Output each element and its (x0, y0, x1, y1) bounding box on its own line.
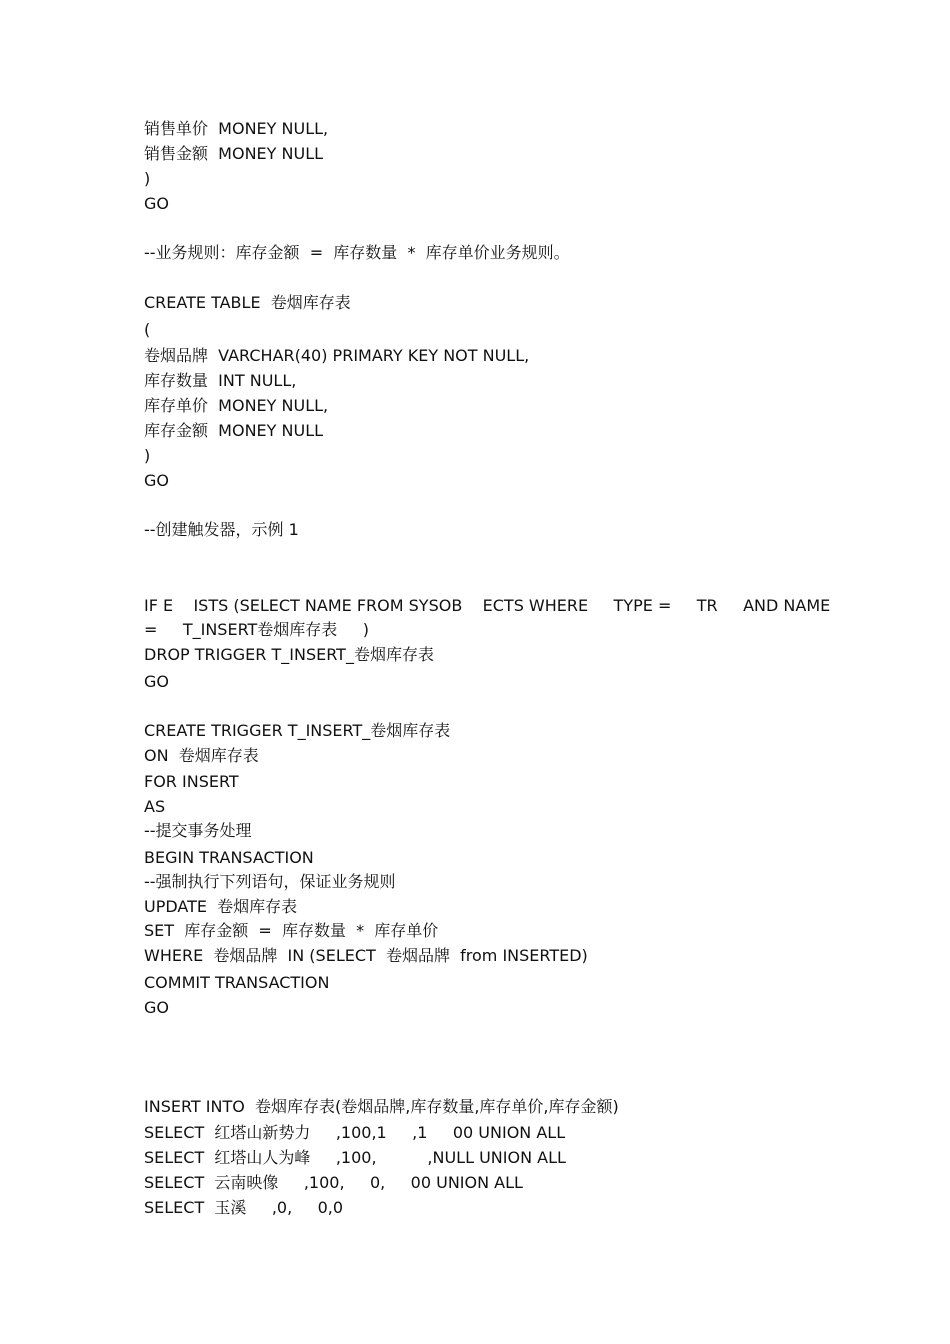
comment-line: --强制执行下列语句，保证业务规则 (144, 872, 396, 891)
code-line: 库存金额 MONEY NULL (144, 421, 324, 440)
code-line: CREATE TABLE 卷烟库存表 (144, 293, 351, 312)
code-line: SELECT 玉溪 ,0, 0,0 (144, 1198, 344, 1217)
code-line: DROP TRIGGER T_INSERT_卷烟库存表 (144, 645, 434, 664)
comment-line: --创建触发器，示例 1 (144, 520, 299, 539)
code-line: GO (144, 998, 169, 1017)
code-line: 库存单价 MONEY NULL, (144, 396, 329, 415)
code-line: UPDATE 卷烟库存表 (144, 897, 298, 916)
code-line: WHERE 卷烟品牌 IN (SELECT 卷烟品牌 from INSERTED) (144, 946, 588, 965)
comment-line: --业务规则：库存金额 = 库存数量 * 库存单价业务规则。 (144, 243, 570, 262)
code-line: INSERT INTO 卷烟库存表(卷烟品牌,库存数量,库存单价,库存金额) (144, 1097, 619, 1116)
code-line: ON 卷烟库存表 (144, 746, 259, 765)
code-line: IF E ISTS (SELECT NAME FROM SYSOB ECTS WHERE TYPE = TR AND NAME (144, 596, 831, 615)
code-line: 销售单价 MONEY NULL, (144, 119, 329, 138)
code-line: ) (144, 169, 151, 188)
code-line: ( (144, 320, 151, 339)
code-line: SET 库存金额 = 库存数量 * 库存单价 (144, 921, 439, 940)
code-line: 卷烟品牌 VARCHAR(40) PRIMARY KEY NOT NULL, (144, 346, 530, 365)
code-line: GO (144, 672, 169, 691)
code-line: = T_INSERT卷烟库存表 ) (144, 620, 369, 639)
code-line: GO (144, 194, 169, 213)
code-line: ) (144, 446, 151, 465)
code-line: FOR INSERT (144, 772, 239, 791)
code-line: BEGIN TRANSACTION (144, 848, 314, 867)
code-line: COMMIT TRANSACTION (144, 973, 330, 992)
code-line: AS (144, 797, 166, 816)
code-line: CREATE TRIGGER T_INSERT_卷烟库存表 (144, 721, 451, 740)
code-line: 销售金额 MONEY NULL (144, 144, 324, 163)
code-line: 库存数量 INT NULL, (144, 371, 297, 390)
code-line: GO (144, 471, 169, 490)
code-line: SELECT 红塔山新势力 ,100,1 ,1 00 UNION ALL (144, 1123, 566, 1142)
code-line: SELECT 红塔山人为峰 ,100, ,NULL UNION ALL (144, 1148, 566, 1167)
comment-line: --提交事务处理 (144, 821, 252, 840)
code-line: SELECT 云南映像 ,100, 0, 00 UNION ALL (144, 1173, 523, 1192)
